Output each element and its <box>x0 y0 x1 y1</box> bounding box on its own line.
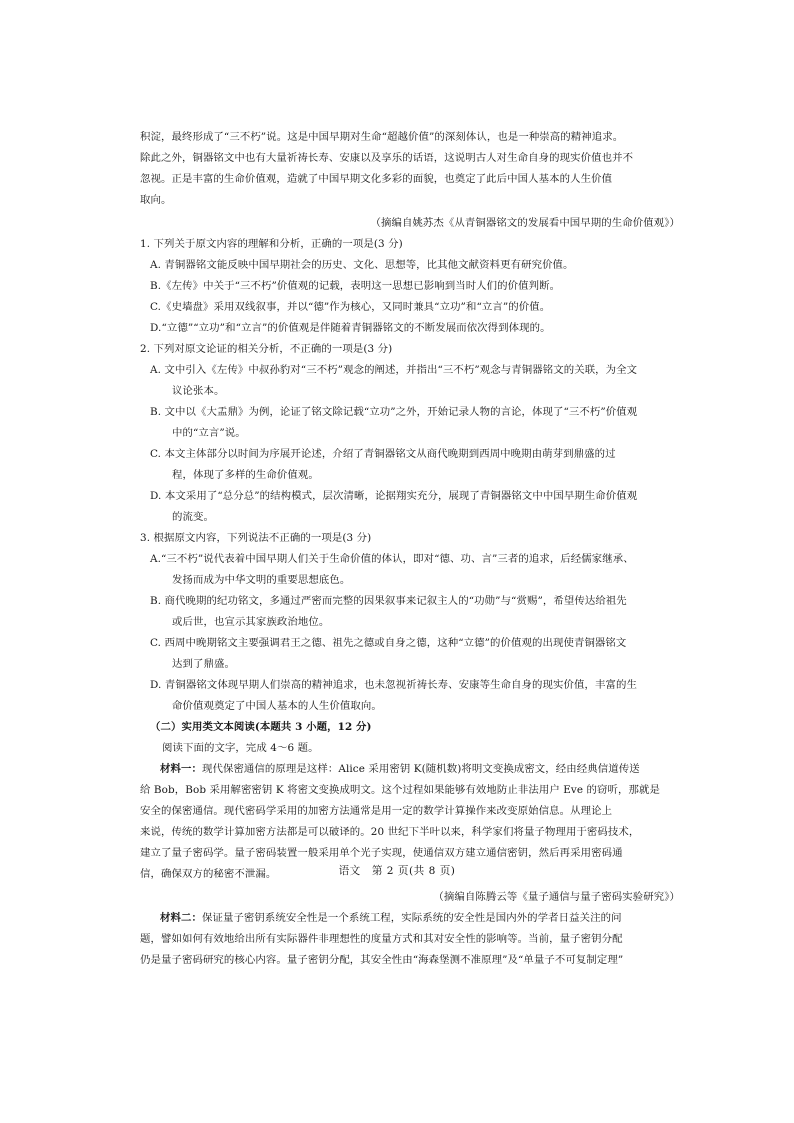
material-label: 材料一： <box>160 763 202 775</box>
option-text: D. 青铜器铭文体现早期人们崇高的精神追求，也未忽视祈祷长寿、安康等生命自身的现实价值，丰富的生 <box>150 679 637 691</box>
option-b <box>140 402 680 444</box>
option-c <box>140 633 680 675</box>
option-text-cont: 的流变。 <box>172 511 214 523</box>
material-text: 现代保密通信的原理是这样：Alice 采用密钥 K(随机数)将明文变换成密文，经由经典信道传送 <box>201 763 640 775</box>
option-text: A.“三不朽”说代表着中国早期人们关于生命价值的体认，即对“德、功、言”三者的追求，后经儒家继承、 <box>150 553 634 565</box>
material-label: 材料二： <box>160 912 202 924</box>
option-text: C. 本文主体部分以时间为序展开论述，介绍了青铜器铭文从商代晚期到西周中晚期由萌芽到鼎盛的过 <box>150 448 616 460</box>
option-text-cont: 达到了鼎盛。 <box>172 658 235 670</box>
question-3 <box>140 528 680 717</box>
option-text: B.《左传》中关于“三不朽”价值观的记载，表明这一思想已影响到当时人们的价值判断。 <box>150 280 561 292</box>
passage-line: 忽视。正是丰富的生命价值观，造就了中国早期文化多彩的面貌，也奠定了此后中国人基本的人生价值 <box>140 173 613 185</box>
option-text: D. 本文采用了“总分总”的结构模式，层次清晰，论据翔实充分，展现了青铜器铭文中中国早期生命价值观 <box>150 490 638 502</box>
passage-line: 除此之外，铜器铭文中也有大量祈祷长寿、安康以及享乐的话语，这说明古人对生命自身的现实价值也并不 <box>140 152 634 164</box>
option-text: A. 文中引入《左传》中叔孙豹对“三不朽”观念的阐述，并指出“三不朽”观念与青铜器铭文的关联，为全文 <box>150 364 638 376</box>
material-2 <box>140 908 680 971</box>
option-b <box>140 276 680 297</box>
option-a <box>140 360 680 402</box>
question-title: 1. 下列关于原文内容的理解和分析，正确的一项是(3 分) <box>140 238 403 250</box>
question-1 <box>140 234 680 339</box>
option-c <box>140 297 680 318</box>
material-line: 信，确保双方的秘密不泄漏。 <box>140 868 277 880</box>
material-line: 安全的保密通信。现代密码学采用的加密方法通常是用一定的数学计算操作来改变原始信息。从理论上 <box>140 805 613 817</box>
passage-line: 取向。 <box>140 194 172 206</box>
question-2 <box>140 339 680 528</box>
question-title: 3. 根据原文内容，下列说法不正确的一项是(3 分) <box>140 532 372 544</box>
section-instruction: 阅读下面的文字，完成 4～6 题。 <box>162 742 319 754</box>
material-line: 题，譬如如何有效地给出所有实际器件非理想性的度量方式和其对安全性的影响等。当前，量子密钥分配 <box>140 933 623 945</box>
option-a <box>140 549 680 591</box>
source-citation-2: （摘编自陈腾云等《量子通信与量子密码实验研究》） <box>433 891 680 903</box>
option-text: C.《史墙盘》采用双线叙事，并以“德”作为核心，又同时兼具“立功”和“立言”的价值。 <box>150 301 551 313</box>
option-text: C. 西周中晚期铭文主要强调君王之德、祖先之德或自身之德，这种“立德”的价值观的出现使青铜器铭文 <box>150 637 627 649</box>
option-text: A. 青铜器铭文能反映中国早期社会的历史、文化、思想等，比其他文献资料更有研究价值。 <box>150 259 574 271</box>
option-text: B. 商代晚期的纪功铭文，多通过严密而完整的因果叙事来记叙主人的“功勋”与“赏赐”，希望传达给祖先 <box>150 595 627 607</box>
material-line: 给 Bob，Bob 采用解密密钥 K 将密文变换成明文。这个过程如果能够有效地防止非法用户 Eve 的窃听，那就是 <box>140 784 660 796</box>
option-d <box>140 486 680 528</box>
option-text-cont: 命价值观奠定了中国人基本的人生价值取向。 <box>172 700 382 712</box>
option-text-cont: 发扬而成为中华文明的重要思想底色。 <box>172 574 351 586</box>
page-content <box>140 127 680 971</box>
passage-top <box>140 127 680 211</box>
material-line: 来说，传统的数学计算加密方法都是可以破译的。20 世纪下半叶以来，科学家们将量子物理用于密码技术， <box>140 826 640 838</box>
option-text: B. 文中以《大盂鼎》为例，论证了铭文除记载“立功”之外，开始记录人物的言论，体现了“三不朽”价值观 <box>150 406 638 418</box>
material-line <box>140 759 680 780</box>
page-footer: 语文 第 2 页(共 8 页) <box>338 865 456 877</box>
option-d <box>140 675 680 717</box>
option-b <box>140 591 680 633</box>
material-line: 建立了量子密码学。量子密码装置一般采用单个光子实现，使通信双方建立通信密钥，然后再采用密码通 <box>140 847 623 859</box>
option-text-cont: 或后世，也宣示其家族政治地位。 <box>172 616 330 628</box>
material-line <box>140 908 680 929</box>
option-text-cont: 中的“立言”说。 <box>172 427 246 439</box>
material-text: 保证量子密钥系统安全性是一个系统工程，实际系统的安全性是国内外的学者日益关注的问 <box>201 912 622 924</box>
option-text-cont: 议论张本。 <box>172 385 225 397</box>
option-text: D.“立德”“立功”和“立言”的价值观是伴随着青铜器铭文的不断发展而依次得到体现的。 <box>150 322 551 334</box>
passage-line: 积淀，最终形成了“三不朽”说。这是中国早期对生命“超越价值”的深刻体认，也是一种崇高的精神追求。 <box>140 131 624 143</box>
option-a <box>140 255 680 276</box>
option-d <box>140 318 680 339</box>
source-citation-1: （摘编自姚苏杰《从青铜器铭文的发展看中国早期的生命价值观》） <box>370 217 680 229</box>
section-title: （二）实用类文本阅读(本题共 3 小题，12 分) <box>150 721 372 733</box>
material-line: 仍是量子密码研究的核心内容。量子密钥分配，其安全性由“海森堡测不准原理”及“单量子不可复制定理” <box>140 954 624 966</box>
option-text-cont: 程，体现了多样的生命价值观。 <box>172 469 319 481</box>
option-c <box>140 444 680 486</box>
question-title: 2. 下列对原文论证的相关分析，不正确的一项是(3 分) <box>140 343 393 355</box>
